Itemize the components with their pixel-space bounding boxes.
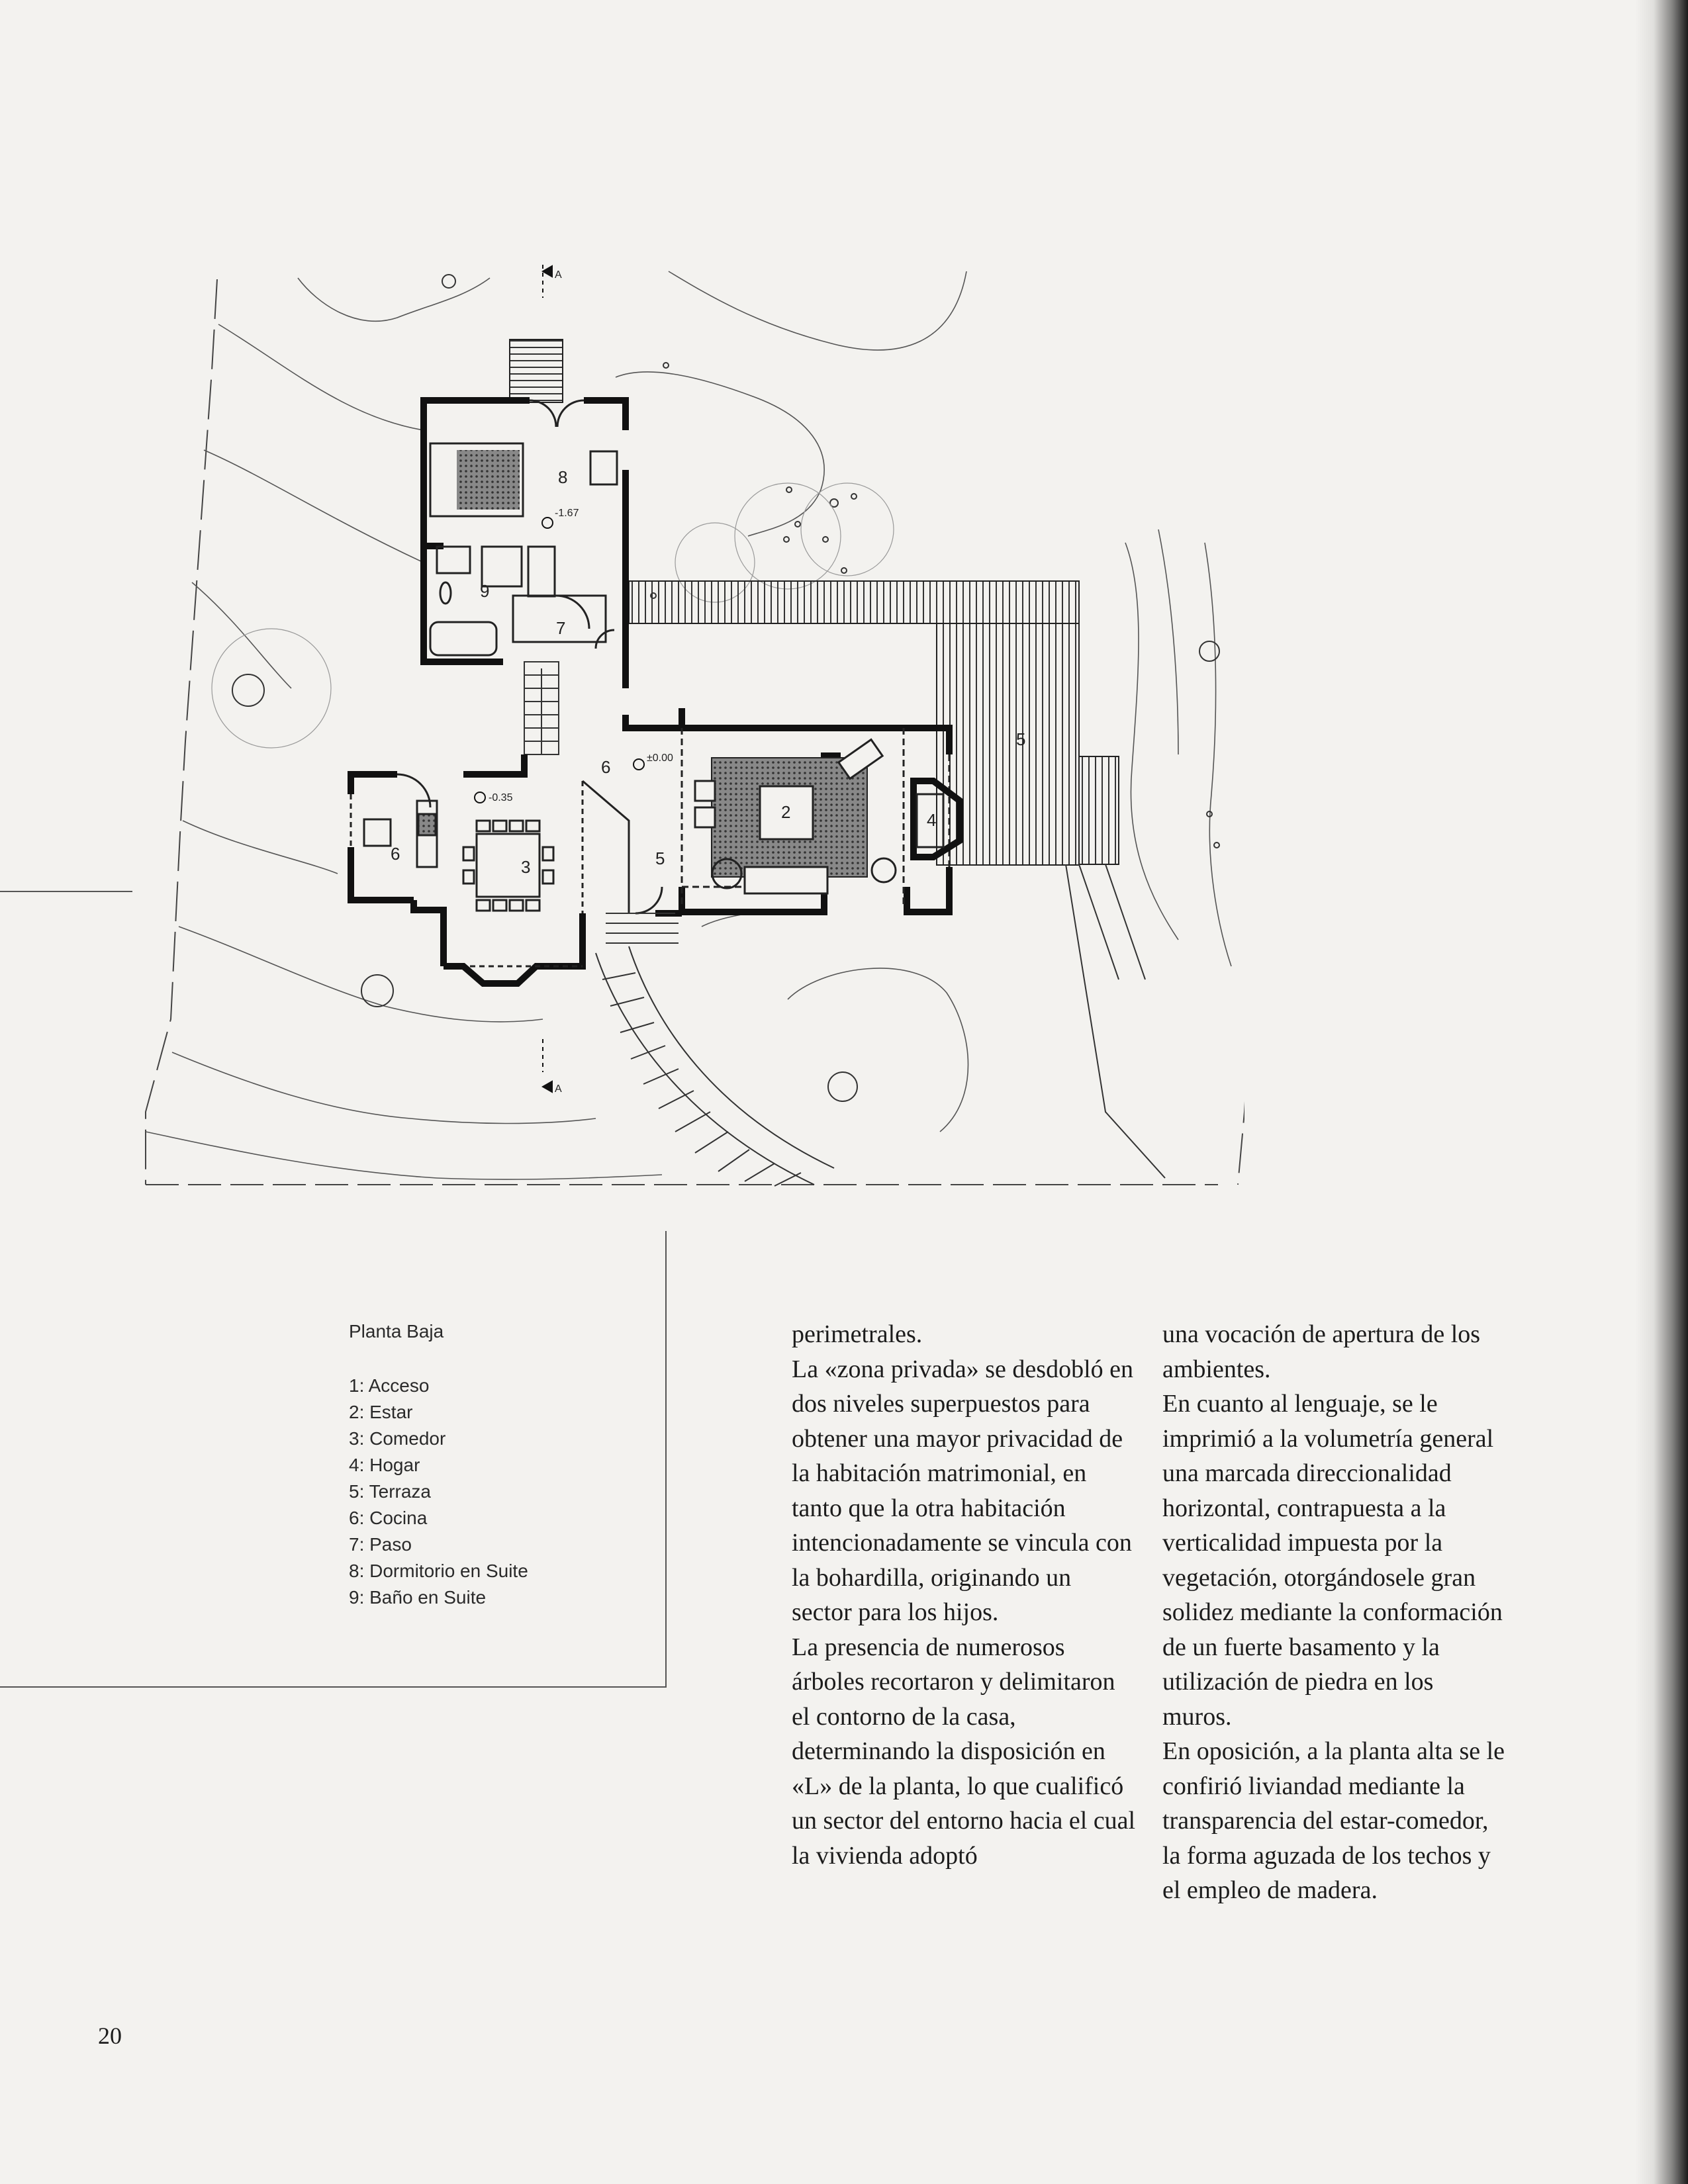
legend-item: 5: Terraza [349,1481,431,1502]
terrace-deck-step [1079,756,1119,864]
legend-item: 2: Estar [349,1402,413,1422]
legend-item: 4: Hogar [349,1455,420,1475]
room-number-9: 9 [480,581,490,601]
legend-title: Planta Baja [349,1321,444,1342]
legend-item: 9: Baño en Suite [349,1587,487,1608]
level-label-living: ±0.00 [647,752,673,764]
bed-cover [457,450,520,510]
interior-stair [524,662,559,754]
left-rule [0,891,132,892]
dining-table [463,821,553,911]
room-number-8: 8 [558,467,568,487]
room-number-2: 2 [781,802,791,822]
floor-plan-drawing [119,251,1244,1205]
legend-frame [0,1231,667,1688]
washbasin [440,582,451,604]
room-number-4: 4 [927,810,937,830]
legend-list [349,1373,528,1611]
level-label-dining: -0.35 [489,792,513,803]
suite-fixtures [430,400,617,655]
room-number-7: 7 [556,618,566,638]
legend-item: 3: Comedor [349,1428,446,1449]
legend-item: 6: Cocina [349,1508,428,1528]
legend-item: 8: Dormitorio en Suite [349,1561,528,1581]
entry-steps [606,913,679,943]
kitchen-fixtures [364,801,437,867]
terrace-deck-top [629,581,1079,623]
deck-supports [1066,864,1165,1178]
body-paragraph: En cuanto al lenguaje, se le imprimió a la volumetría general una marcada direccionalidad horizontal, contrapuesta a la verticalidad impuesta por la vegetación, otorgándosele gran solidez mediante la conformación de un fuerte basamento y la utilización de piedra en los muros. [1162,1390,1503,1731]
section-label-bottom: A [555,1083,562,1095]
legend-item: 7: Paso [349,1534,412,1555]
room-number-5-entry: 5 [655,848,665,868]
room-number-6-landing: 6 [601,757,611,777]
body-paragraph: La «zona privada» se desdobló en dos niveles superpuestos para obtener una mayor privacidad de la habitación matrimonial, en tanto que la otra habitación intencionadamente se vincula con la bohardilla, originando un sector para los hijos. [792,1355,1133,1626]
room-number-5-terrace: 5 [1016,729,1026,749]
body-paragraph: una vocación de apertura de los ambientes. [1162,1320,1481,1383]
legend-item: 1: Acceso [349,1375,430,1396]
curved-garden-stair [596,946,834,1186]
room-number-3: 3 [521,857,531,877]
suite-entry-steps [510,340,563,402]
level-label-suite: -1.67 [555,508,579,519]
body-paragraph: perimetrales. [792,1320,923,1348]
floor-plan-svg [119,251,1244,1205]
page-number: 20 [98,2023,122,2049]
body-text-column-1 [792,1317,1136,1873]
body-paragraph: En oposición, a la planta alta se le confirió liviandad mediante la transparencia del estar-comedor, la forma aguzada de los techos y el empleo de madera. [1162,1737,1505,1904]
section-label-top: A [555,269,562,281]
page-binding-shadow [1635,0,1688,2184]
body-paragraph: La presencia de numerosos árboles recortaron y delimitaron el contorno de la casa, determinando la disposición en «L» de la planta, lo que cualificó un sector del entorno hacia el cual la vivienda adoptó [792,1633,1136,1870]
body-text-column-2 [1162,1317,1507,1908]
room-number-6: 6 [391,844,400,864]
